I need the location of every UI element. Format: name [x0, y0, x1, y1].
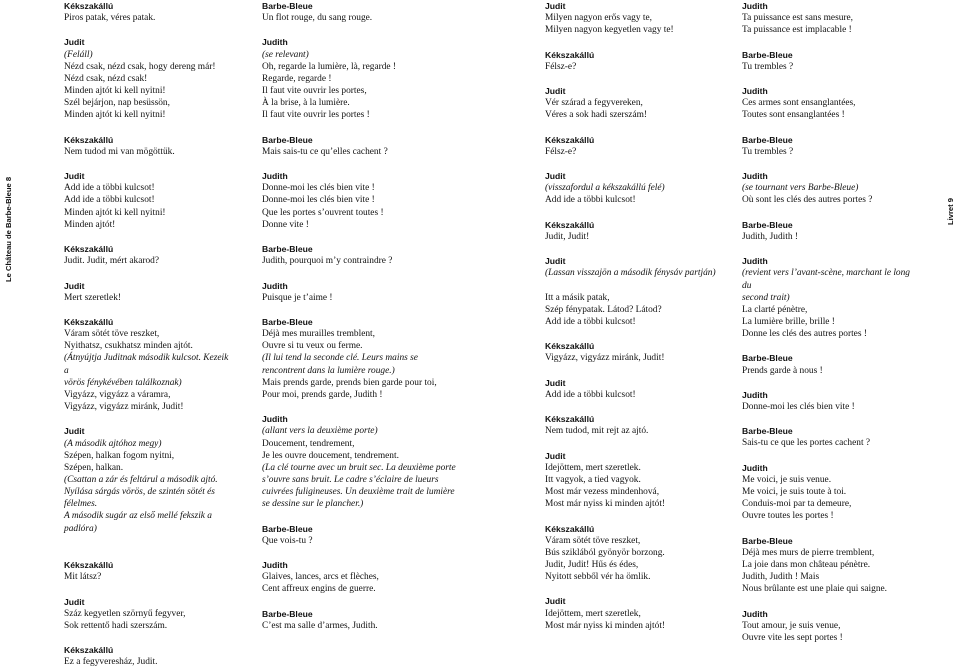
libretto-line: Ces armes sont ensanglantées,: [742, 98, 856, 109]
libretto-line: Add ide a többi kulcsot!: [545, 316, 636, 327]
libretto-line: Ta puissance est implacable !: [742, 25, 852, 36]
libretto-line: Tu trembles ?: [742, 61, 794, 72]
stage-direction: (allant vers la deuxième porte): [262, 426, 378, 437]
line-gap: [742, 340, 917, 352]
stage-direction: (visszafordul a kékszakállú felé): [545, 183, 665, 194]
line-gap: [64, 632, 234, 644]
speaker-name: Judith: [742, 389, 768, 400]
line-gap: [742, 122, 917, 134]
libretto-line: Toutes sont ensanglantées !: [742, 110, 845, 121]
libretto-line: Oh, regarde la lumière, là, regarde !: [262, 61, 397, 72]
libretto-line: Add ide a többi kulcsot!: [545, 195, 636, 206]
libretto-line: Vér szárad a fegyvereken,: [545, 98, 643, 109]
line-gap: [64, 24, 234, 36]
libretto-line: Tu trembles ?: [742, 146, 794, 157]
libretto-line: Idejöttem, mert szeretlek,: [545, 608, 641, 619]
libretto-line: Most már nyiss ki minden ajtót!: [545, 499, 666, 510]
line-gap: [545, 122, 725, 134]
libretto-line: Minden ajtót ki kell nyitni!: [64, 207, 166, 218]
libretto-line: Donne-moi les clés bien vite !: [262, 183, 375, 194]
libretto-line: Sok rettentő hadi szerszám.: [64, 620, 168, 631]
hungarian-column-right: [545, 0, 725, 632]
line-gap: [262, 24, 472, 36]
libretto-line: Száz kegyetlen szörnyű fegyver,: [64, 608, 186, 619]
stage-direction: (A második ajtóhoz megy): [64, 438, 162, 449]
right-page-header: Livret 9: [946, 197, 955, 225]
libretto-line: Ouvre toutes les portes !: [742, 511, 834, 522]
libretto-line: Add ide a többi kulcsot!: [545, 389, 636, 400]
speaker-name: Judith: [742, 608, 768, 619]
libretto-line: Milyen nagyon kegyetlen vagy te!: [545, 25, 674, 36]
libretto-line: Add ide a többi kulcsot!: [64, 195, 155, 206]
speaker-name: Kékszakállú: [545, 134, 595, 145]
line-gap: [64, 158, 234, 170]
speaker-name: Kékszakállú: [64, 560, 114, 571]
line-gap: [545, 73, 725, 85]
speaker-name: Judith: [742, 1, 768, 11]
libretto-line: Déjà mes murailles tremblent,: [262, 329, 375, 340]
line-gap: [545, 158, 725, 170]
stage-direction: A második sugár az első mellé fekszik a padlóra): [64, 511, 212, 534]
line-gap: [64, 267, 234, 279]
libretto-line: Piros patak, véres patak.: [64, 13, 156, 24]
libretto-line: Minden ajtót ki kell nyitni!: [64, 110, 166, 121]
libretto-line: Donne-moi les clés bien vite !: [262, 195, 375, 206]
line-gap: [64, 413, 234, 425]
libretto-line: La clarté pénètre,: [742, 304, 808, 315]
speaker-name: Kékszakállú: [545, 49, 595, 60]
speaker-name: Barbe-Bleue: [262, 244, 313, 255]
line-gap: [742, 377, 917, 389]
libretto-line: Judit. Judit, mért akarod?: [64, 256, 160, 267]
speaker-name: Kékszakállú: [545, 219, 595, 230]
stage-direction: (se tournant vers Barbe-Bleue): [742, 183, 859, 194]
line-gap: [545, 243, 725, 255]
libretto-line: Most már vezess mindenhová,: [545, 487, 660, 498]
libretto-line: Mert szeretlek!: [64, 292, 122, 303]
stage-direction: (Átnyújtja Juditnak második kulcsot. Kezeik a: [64, 353, 229, 376]
line-gap: [262, 304, 472, 316]
line-gap: [742, 523, 917, 535]
libretto-line: Cent affreux engins de guerre.: [262, 584, 376, 595]
speaker-name: Judit: [64, 171, 85, 182]
speaker-name: Judith: [262, 171, 288, 182]
stage-direction: second trait): [742, 292, 790, 303]
libretto-line: Félsz-e?: [545, 146, 577, 157]
speaker-name: Judit: [545, 377, 566, 388]
speaker-name: Judit: [64, 426, 85, 437]
libretto-line: Judith, Judith !: [742, 231, 798, 242]
stage-direction: se dessine sur le plancher.): [262, 499, 364, 510]
line-gap: [64, 304, 234, 316]
libretto-line: Nem tudod, mit rejt az ajtó.: [545, 426, 649, 437]
speaker-name: Judit: [545, 171, 566, 182]
line-gap: [262, 158, 472, 170]
speaker-name: Judit: [545, 256, 566, 267]
line-gap: [742, 595, 917, 607]
line-gap: [262, 231, 472, 243]
libretto-line: Minden ajtót!: [64, 219, 116, 230]
stage-direction: rencontrent dans la lumière rouge.): [262, 365, 395, 376]
libretto-line: La lumière brille, brille !: [742, 316, 835, 327]
libretto-line: Váram sötét töve reszket,: [64, 329, 160, 340]
line-gap: [64, 535, 234, 547]
speaker-name: Judit: [64, 37, 85, 48]
libretto-line: Nem tudod mi van mögöttük.: [64, 146, 175, 157]
line-gap: [545, 280, 725, 292]
libretto-line: Donne les clés des autres portes !: [742, 329, 867, 340]
line-gap: [64, 122, 234, 134]
stage-direction: s’ouvre sans bruit. Le cadre s’éclaire de lueurs: [262, 474, 439, 485]
line-gap: [742, 36, 917, 48]
line-gap: [742, 450, 917, 462]
hungarian-column-left: [64, 0, 234, 668]
libretto-line: Szép fénypatak. Látod? Látod?: [545, 304, 662, 315]
stage-direction: (revient vers l’avant-scène, marchant le long du: [742, 268, 910, 291]
speaker-name: Judit: [545, 1, 566, 11]
line-gap: [262, 596, 472, 608]
stage-direction: (Lassan visszajön a második fénysáv partján): [545, 268, 716, 279]
speaker-name: Kékszakállú: [64, 316, 114, 327]
libretto-line: Nous brûlante est une plaie qui saigne.: [742, 584, 888, 595]
libretto-line: Conduis-moi par ta demeure,: [742, 499, 852, 510]
libretto-line: Ta puissance est sans mesure,: [742, 13, 854, 24]
line-gap: [545, 365, 725, 377]
line-gap: [742, 207, 917, 219]
libretto-line: Donne-moi les clés bien vite !: [742, 402, 855, 413]
libretto-line: Judit, Judit!: [545, 231, 590, 242]
libretto-line: Milyen nagyon erős vagy te,: [545, 13, 653, 24]
libretto-line: Sais-tu ce que les portes cachent ?: [742, 438, 871, 449]
speaker-name: Judith: [262, 37, 288, 48]
libretto-line: Szépen, halkan fogom nyitni,: [64, 450, 175, 461]
libretto-line: Regarde, regarde !: [262, 73, 332, 84]
line-gap: [262, 267, 472, 279]
speaker-name: Barbe-Bleue: [742, 49, 793, 60]
speaker-name: Kékszakállú: [545, 523, 595, 534]
line-gap: [262, 401, 472, 413]
stage-direction: cuivrées fuligineuses. Un deuxième trait de lumière: [262, 487, 455, 498]
libretto-line: Que vois-tu ?: [262, 535, 313, 546]
left-page-header: Le Château de Barbe-Bleue 8: [4, 176, 13, 282]
libretto-line: Szépen, halkan.: [64, 462, 124, 473]
libretto-line: À la brise, à la lumière.: [262, 98, 350, 109]
line-gap: [64, 583, 234, 595]
libretto-line: Mais sais-tu ce qu’elles cachent ?: [262, 146, 388, 157]
line-gap: [742, 413, 917, 425]
speaker-name: Judith: [742, 462, 768, 473]
line-gap: [64, 231, 234, 243]
libretto-line: Mais prends garde, prends bien garde pour toi,: [262, 377, 437, 388]
speaker-name: Barbe-Bleue: [262, 523, 313, 534]
libretto-line: Me voici, je suis toute à toi.: [742, 487, 847, 498]
libretto-line: Doucement, tendrement,: [262, 438, 355, 449]
libretto-line: La joie dans mon château pénètre.: [742, 560, 871, 571]
libretto-line: Idejöttem, mert szeretlek.: [545, 462, 641, 473]
libretto-line: Add ide a többi kulcsot!: [64, 183, 155, 194]
stage-direction: (Feláll): [64, 49, 93, 60]
line-gap: [262, 510, 472, 522]
libretto-line: Nézd csak, nézd csak!: [64, 73, 148, 84]
speaker-name: Barbe-Bleue: [742, 535, 793, 546]
speaker-name: Barbe-Bleue: [742, 134, 793, 145]
line-gap: [545, 437, 725, 449]
libretto-line: Bús sziklából gyönyör borzong.: [545, 547, 665, 558]
stage-direction: (Csattan a zár és feltárul a második ajtó.: [64, 474, 218, 485]
libretto-line: C’est ma salle d’armes, Judith.: [262, 620, 378, 631]
french-column-right: [742, 0, 917, 644]
speaker-name: Kékszakállú: [64, 645, 114, 656]
line-gap: [64, 547, 234, 559]
line-gap: [262, 122, 472, 134]
libretto-line: Most már nyiss ki minden ajtót!: [545, 620, 666, 631]
speaker-name: Barbe-Bleue: [262, 316, 313, 327]
libretto-line: Judith, pourquoi m’y contraindre ?: [262, 256, 393, 267]
stage-direction: vörös fénykévében találkoznak): [64, 377, 182, 388]
libretto-line: Ouvre si tu veux ou ferme.: [262, 341, 363, 352]
libretto-line: Je les ouvre doucement, tendrement.: [262, 450, 399, 461]
speaker-name: Judit: [64, 596, 85, 607]
libretto-line: Glaives, lances, arcs et flèches,: [262, 572, 379, 583]
libretto-line: Ez a fegyveresház, Judit.: [64, 657, 158, 668]
libretto-line: Minden ajtót ki kell nyitni!: [64, 86, 166, 97]
libretto-line: Itt vagyok, a tied vagyok.: [545, 474, 641, 485]
speaker-name: Barbe-Bleue: [262, 1, 313, 11]
libretto-line: Vigyázz, vigyázz miránk, Judit!: [545, 353, 665, 364]
speaker-name: Judith: [262, 280, 288, 291]
libretto-line: Ouvre vite les sept portes !: [742, 632, 843, 643]
stage-direction: (La clé tourne avec un bruit sec. La deuxième porte: [262, 462, 456, 473]
stage-direction: (Il lui tend la seconde clé. Leurs mains se: [262, 353, 418, 364]
speaker-name: Judith: [742, 86, 768, 97]
speaker-name: Barbe-Bleue: [262, 608, 313, 619]
speaker-name: Barbe-Bleue: [742, 426, 793, 437]
speaker-name: Barbe-Bleue: [262, 134, 313, 145]
libretto-line: Vigyázz, vigyázz a váramra,: [64, 389, 171, 400]
libretto-line: Déjà mes murs de pierre tremblent,: [742, 547, 875, 558]
line-gap: [545, 328, 725, 340]
libretto-line: Tout amour, je suis venue,: [742, 620, 841, 631]
libretto-line: Prends garde à nous !: [742, 365, 823, 376]
libretto-line: Que les portes s’ouvrent toutes !: [262, 207, 384, 218]
libretto-line: Vigyázz, vigyázz miránk, Judit!: [64, 402, 184, 413]
speaker-name: Kékszakállú: [64, 244, 114, 255]
line-gap: [742, 243, 917, 255]
stage-direction: (se relevant): [262, 49, 309, 60]
speaker-name: Judit: [64, 280, 85, 291]
line-gap: [742, 73, 917, 85]
speaker-name: Kékszakállú: [545, 341, 595, 352]
libretto-line: Puisque je t’aime !: [262, 292, 333, 303]
speaker-name: Judith: [742, 256, 768, 267]
speaker-name: Judit: [545, 596, 566, 607]
libretto-line: Véres a sok hadi szerszám!: [545, 110, 648, 121]
libretto-line: Itt a másik patak,: [545, 292, 610, 303]
line-gap: [742, 158, 917, 170]
speaker-name: Judith: [742, 171, 768, 182]
libretto-line: Judith, Judith ! Mais: [742, 572, 820, 583]
libretto-line: Il faut vite ouvrir les portes,: [262, 86, 367, 97]
libretto-line: Félsz-e?: [545, 61, 577, 72]
speaker-name: Barbe-Bleue: [742, 353, 793, 364]
libretto-line: Szél bejárjon, nap besüssön,: [64, 98, 170, 109]
line-gap: [545, 401, 725, 413]
libretto-line: Il faut vite ouvrir les portes !: [262, 110, 370, 121]
libretto-line: Pour moi, prends garde, Judith !: [262, 389, 383, 400]
speaker-name: Judith: [262, 414, 288, 425]
libretto-line: Váram sötét töve reszket,: [545, 535, 641, 546]
libretto-line: Où sont les clés des autres portes ?: [742, 195, 873, 206]
libretto-line: Nyithatsz, csukhatsz minden ajtót.: [64, 341, 193, 352]
speaker-name: Judith: [262, 560, 288, 571]
french-column-left: [262, 0, 472, 632]
stage-direction: Nyílása sárgás vörös, de szintén sötét és félelmes.: [64, 487, 215, 510]
libretto-line: Un flot rouge, du sang rouge.: [262, 13, 373, 24]
line-gap: [545, 583, 725, 595]
libretto-line: Nyitott sebből vér ha ömlik.: [545, 572, 651, 583]
libretto-line: Me voici, je suis venue.: [742, 474, 832, 485]
line-gap: [545, 207, 725, 219]
speaker-name: Kékszakállú: [545, 414, 595, 425]
libretto-line: Mit látsz?: [64, 572, 102, 583]
speaker-name: Kékszakállú: [64, 134, 114, 145]
speaker-name: Barbe-Bleue: [742, 219, 793, 230]
libretto-line: Judit, Judit! Hűs és édes,: [545, 560, 639, 570]
line-gap: [262, 547, 472, 559]
speaker-name: Judit: [545, 86, 566, 97]
line-gap: [545, 510, 725, 522]
line-gap: [545, 36, 725, 48]
libretto-line: Donne vite !: [262, 219, 309, 230]
libretto-line: Nézd csak, nézd csak, hogy dereng már!: [64, 61, 216, 72]
speaker-name: Judit: [545, 450, 566, 461]
speaker-name: Kékszakállú: [64, 1, 114, 11]
